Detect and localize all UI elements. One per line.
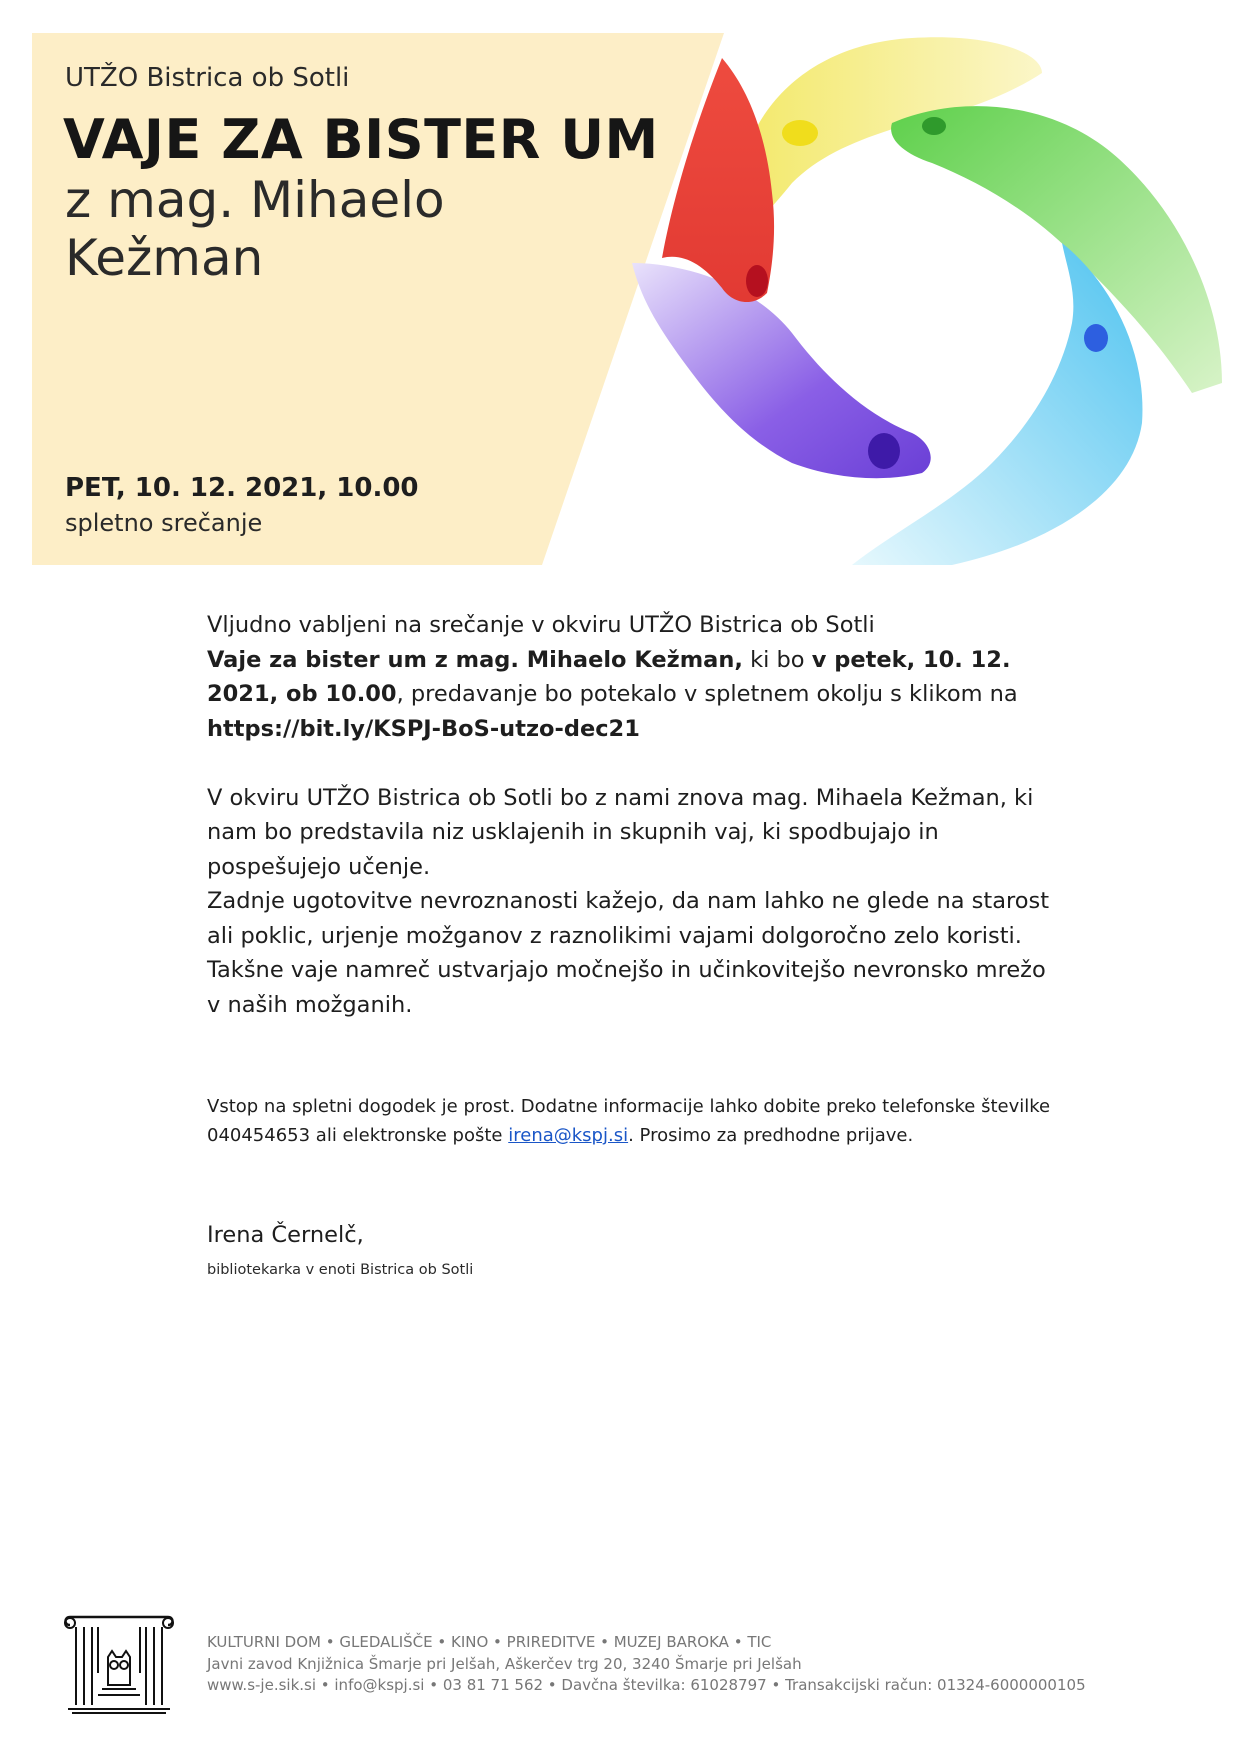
online-text: , predavanje bo potekalo v spletnem okolju s klikom na [396, 681, 1018, 707]
email-link[interactable]: irena@kspj.si [508, 1125, 629, 1146]
signature-name: Irena Černelč, [207, 1222, 364, 1248]
connector-text: ki bo [742, 646, 812, 673]
description-paragraph-3: Takšne vaje namreč ustvarjajo močnejšo in učinkovitejšo nevronsko mrežo v naših možganih. [207, 957, 1046, 1018]
green-fingernail-shape [922, 117, 946, 135]
info-text: Vstop na spletni dogodek je prost. Dodatne informacije lahko dobite preko telefonske številke 040454653 ali elektronske pošte [207, 1096, 1051, 1146]
footer-contacts: www.s-je.sik.si • info@kspj.si • 03 81 71 562 • Davčna številka: 61028797 • Transakcijski račun: 01324-6000000105 [207, 1676, 1086, 1694]
banner-org: UTŽO Bistrica ob Sotli [65, 63, 350, 93]
subtitle-line-1: z mag. Mihaelo [65, 171, 445, 229]
event-name-bold: Vaje za bister um z mag. Mihaelo Kežman, [207, 646, 743, 673]
description-paragraph-2: Zadnje ugotovitve nevroznanosti kažejo, da nam lahko ne glede na starost ali poklic, urjenje možganov z raznolikimi vajami dolgoročno zelo koristi. [207, 888, 1050, 949]
event-date: PET, 10. 12. 2021, 10.00 [65, 473, 419, 503]
event-title: VAJE ZA BISTER UM [63, 108, 659, 171]
footer [207, 1632, 1086, 1697]
subtitle-line-2: Kežman [65, 229, 264, 287]
blue-hand-shape [852, 243, 1142, 565]
event-time-bold: v petek, 10. 12. 2021, ob 10.00 [207, 646, 1011, 707]
invitation-paragraph [207, 608, 1057, 746]
event-subtitle [65, 171, 585, 287]
purple-fingernail-shape [868, 433, 900, 469]
footer-address: Javni zavod Knjižnica Šmarje pri Jelšah, Aškerčev trg 20, 3240 Šmarje pri Jelšah [207, 1654, 802, 1673]
invitation-body [207, 608, 1057, 1022]
green-hand-shape [891, 106, 1222, 393]
intro-text: Vljudno vabljeni na srečanje v okviru UTŽO Bistrica ob Sotli [207, 612, 875, 638]
blue-fingernail-shape [1084, 324, 1108, 352]
contact-info [207, 1092, 1057, 1150]
library-logo-icon [62, 1613, 176, 1721]
signature-role: bibliotekarka v enoti Bistrica ob Sotli [207, 1262, 474, 1278]
yellow-fingernail-shape [782, 120, 818, 146]
footer-services: KULTURNI DOM • GLEDALIŠČE • KINO • PRIREDITVE • MUZEJ BAROKA • TIC [207, 1633, 772, 1651]
red-fingernail-shape [746, 265, 768, 297]
description-paragraph-1: V okviru UTŽO Bistrica ob Sotli bo z nami znova mag. Mihaela Kežman, ki nam bo predstavila niz usklajenih in skupnih vaj, ki spodbujajo in pospešujejo učenje. [207, 784, 1034, 880]
event-banner [32, 33, 1222, 565]
event-link[interactable]: https://bit.ly/KSPJ-BoS-utzo-dec21 [207, 715, 640, 742]
info-text-end: . Prosimo za predhodne prijave. [628, 1125, 914, 1146]
event-mode: spletno srečanje [65, 509, 263, 537]
